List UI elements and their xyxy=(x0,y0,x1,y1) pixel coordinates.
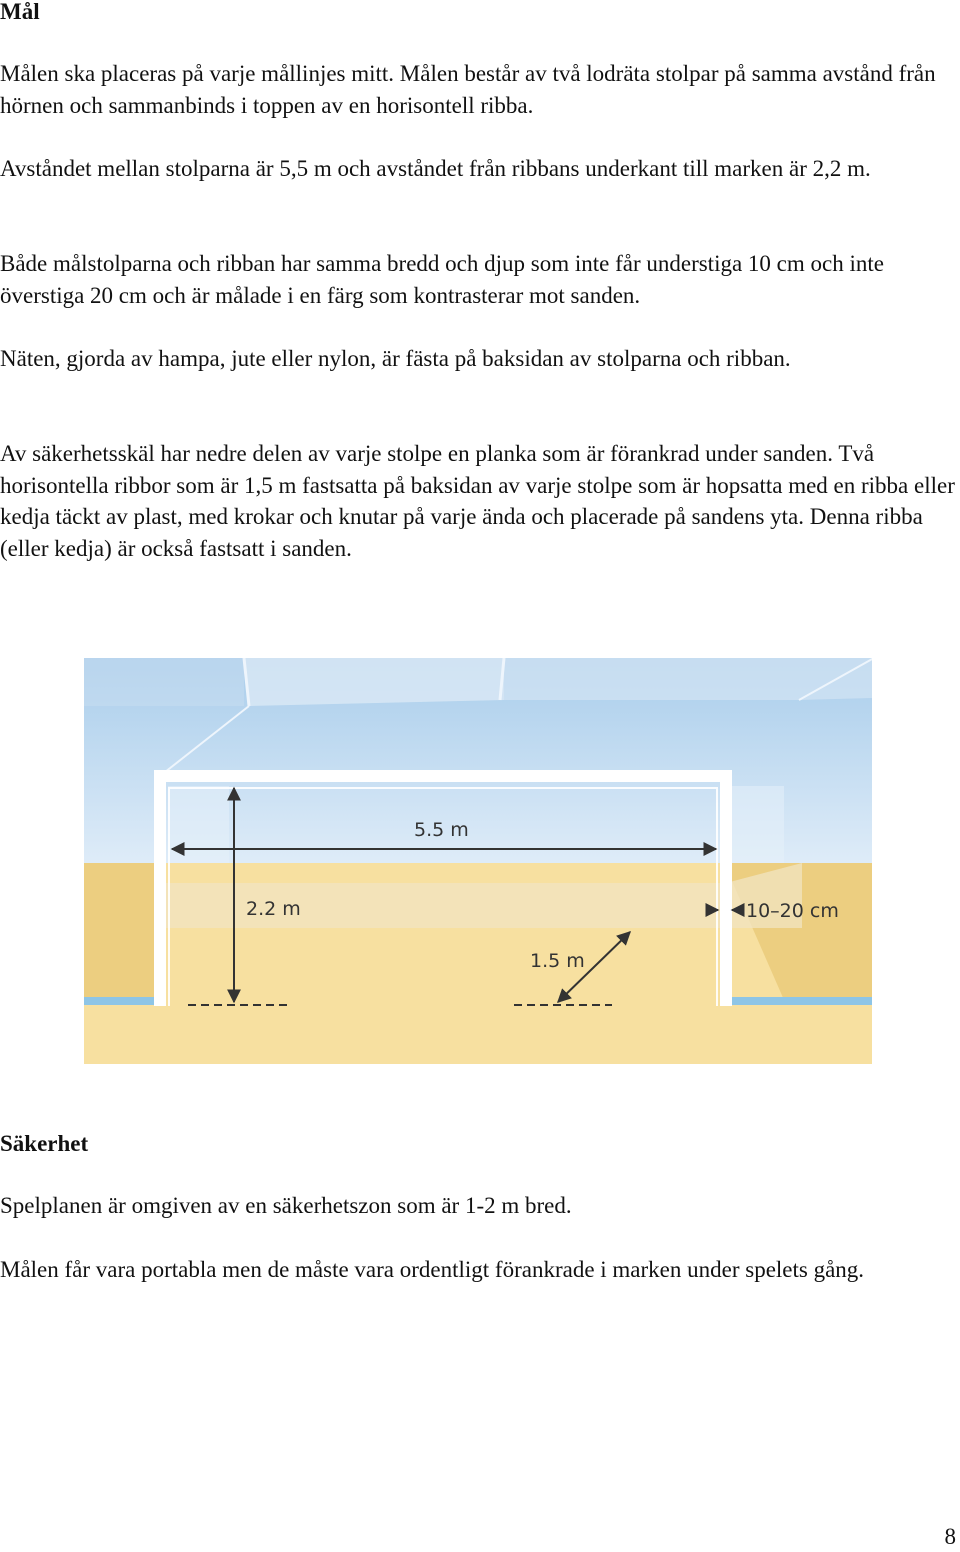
page-number: 8 xyxy=(944,1524,956,1549)
goal-paragraph-2: Avståndet mellan stolparna är 5,5 m och avståndet från ribbans underkant till marken är 2,2 m. xyxy=(0,156,871,181)
goal-diagram-svg xyxy=(84,658,872,1064)
safety-heading: Säkerhet xyxy=(0,1131,89,1156)
water-strip-left xyxy=(84,997,160,1005)
water-strip-right xyxy=(726,997,872,1005)
height-label: 2.2 m xyxy=(246,898,301,920)
safety-paragraph-1: Spelplanen är omgiven av en säkerhetszon som är 1-2 m bred. xyxy=(0,1193,572,1218)
width-label: 5.5 m xyxy=(414,819,469,841)
depth-label: 1.5 m xyxy=(530,950,585,972)
goal-paragraph-1: Målen ska placeras på varje mållinjes mitt. Målen består av två lodräta stolpar på samma avstånd från hörnen och sammanbinds i toppen av en horisontell ribba. xyxy=(0,61,936,118)
net-panel-top-middle xyxy=(244,658,504,706)
goal-paragraph-4: Näten, gjorda av hampa, jute eller nylon, är fästa på baksidan av stolparna och ribban. xyxy=(0,346,791,371)
goal-heading: Mål xyxy=(0,0,40,24)
safety-paragraph-2: Målen får vara portabla men de måste vara ordentligt förankrade i marken under spelets gång. xyxy=(0,1257,865,1282)
goal-dimensions-diagram xyxy=(84,658,872,1064)
post-thickness-label: 10–20 cm xyxy=(746,900,839,922)
goal-paragraph-5: Av säkerhetsskäl har nedre delen av varje stolpe en planka som är förankrad under sanden. Två horisontella ribbor som är 1,5 m fastsatta på baksidan av varje stolpe som är hopsatta med en ribba eller kedja täckt av plast, med krokar och knutar på varje ända och placerade på sandens yta. Denna ribba (eller kedja) är också fastsatt i sanden. xyxy=(0,441,955,561)
net-panel-top-left xyxy=(84,658,244,706)
net-panel-top-right xyxy=(504,658,872,700)
goal-paragraph-3: Både målstolparna och ribban har samma bredd och djup som inte får understiga 10 cm och inte överstiga 20 cm och är målade i en färg som kontrasterar mot sanden. xyxy=(0,251,884,308)
sand-shade-left xyxy=(84,863,160,1000)
